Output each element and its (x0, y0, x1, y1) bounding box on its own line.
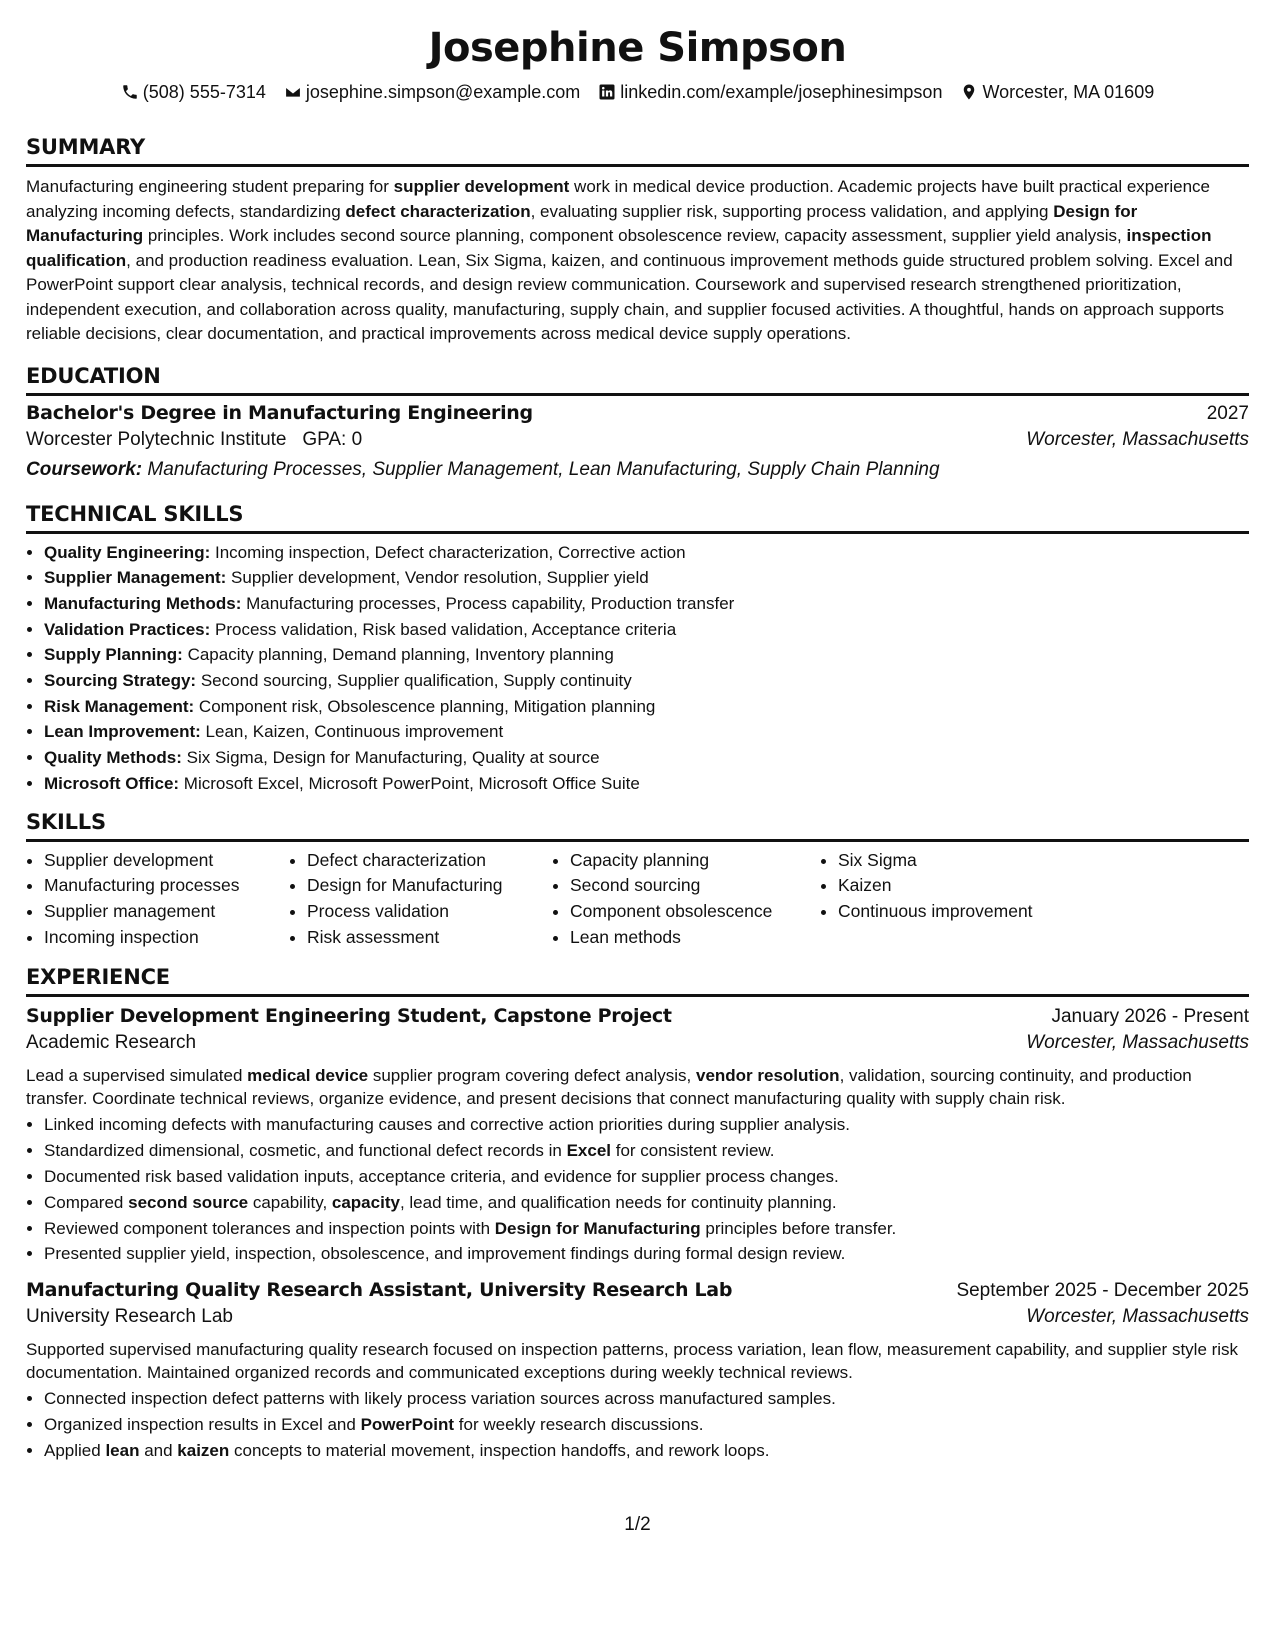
job-bullets (26, 1386, 1249, 1463)
bold-keyword: lean (105, 1440, 140, 1460)
text-run: Connected inspection defect patterns with likely process variation sources across manufactured samples. (44, 1389, 836, 1409)
bold-keyword: PowerPoint (360, 1414, 455, 1434)
text-run: Compared (44, 1192, 129, 1212)
technical-skill-item (44, 745, 1249, 771)
skill-item: • Incoming inspection (44, 925, 289, 951)
job-bullet (44, 1241, 1249, 1267)
email-text: josephine.simpson@example.com (305, 82, 581, 102)
job-bullet (44, 1112, 1249, 1138)
contact-phone[interactable] (121, 80, 266, 104)
skill-category: Microsoft Office: (44, 773, 180, 793)
skill-category: Validation Practices: (44, 619, 211, 639)
job-dates: January 2026 - Present (1051, 1006, 1249, 1028)
job-title: Supplier Development Engineering Student, Capstone Project (26, 1005, 672, 1028)
job-entry (26, 1005, 1249, 1267)
job-organization: Academic Research (26, 1032, 197, 1054)
skill-item: • Second sourcing (570, 873, 820, 899)
text-run: capability, (248, 1192, 332, 1212)
bold-keyword: Design for Manufacturing (26, 201, 1138, 245)
school-location: Worcester, Massachusetts (1026, 428, 1249, 450)
skill-values: Lean, Kaizen, Continuous improvement (200, 722, 504, 742)
coursework-label: Coursework: (26, 458, 143, 480)
job-bullet (44, 1412, 1249, 1438)
gpa: GPA: 0 (302, 428, 363, 450)
text-run: , validation, sourcing continuity, and production transfer. Coordinate technical reviews, organize evidence, and present decisions that connect manufacturing quality with supply chain risk. (26, 1066, 1192, 1109)
degree-title: Bachelor's Degree in Manufacturing Engineering (26, 401, 533, 424)
skill-values: Second sourcing, Supplier qualification, Supply continuity (196, 671, 632, 691)
skill-values: Microsoft Excel, Microsoft PowerPoint, Microsoft Office Suite (179, 773, 640, 793)
text-run: work in medical device production. Academic projects have built practical experience analyzing incoming defects, standardizing (26, 177, 1210, 221)
skills-column (289, 848, 552, 951)
summary-section (26, 134, 1249, 347)
section-title-skills: SKILLS (26, 809, 1249, 842)
text-run: and (139, 1440, 178, 1460)
skills-column (26, 848, 289, 951)
skill-values: Manufacturing processes, Process capability, Production transfer (241, 593, 735, 613)
section-title-experience: EXPERIENCE (26, 964, 1249, 997)
bold-keyword: supplier development (393, 177, 570, 196)
job-bullet (44, 1216, 1249, 1242)
bold-keyword: defect characterization (345, 201, 531, 221)
skill-item: • Kaizen (838, 873, 1078, 899)
job-bullet (44, 1438, 1249, 1464)
skills-section (26, 809, 1249, 951)
bold-keyword: second source (128, 1192, 249, 1212)
school-name: Worcester Polytechnic Institute (26, 428, 287, 450)
candidate-name: Josephine Simpson (428, 25, 847, 71)
text-run: Presented supplier yield, inspection, obsolescence, and improvement findings during formal design review. (44, 1244, 846, 1264)
skill-item: • Defect characterization (307, 848, 552, 874)
education-section (26, 363, 1249, 485)
skill-item: • Continuous improvement (838, 899, 1078, 925)
job-organization: University Research Lab (26, 1306, 233, 1328)
page-number: 1/2 (624, 1514, 651, 1535)
text-run: for consistent review. (611, 1141, 775, 1161)
bold-keyword: capacity (331, 1192, 400, 1212)
skill-category: Quality Methods: (44, 748, 182, 768)
text-run: Documented risk based validation inputs, acceptance criteria, and evidence for supplier process changes. (44, 1166, 839, 1186)
technical-skills-list (26, 540, 1249, 797)
skill-item: • Supplier development (44, 848, 289, 874)
experience-section (26, 964, 1249, 1463)
jobs-list (26, 1005, 1249, 1463)
summary-text (26, 175, 1249, 347)
skill-values: Supplier development, Vendor resolution, Supplier yield (226, 568, 649, 588)
text-run: Applied (44, 1440, 106, 1460)
job-bullet (44, 1386, 1249, 1412)
skill-values: Six Sigma, Design for Manufacturing, Quality at source (181, 748, 600, 768)
job-description (26, 1064, 1249, 1110)
text-run: Manufacturing engineering student preparing for (26, 177, 394, 196)
coursework-list: Manufacturing Processes, Supplier Management, Lean Manufacturing, Supply Chain Planning (147, 458, 940, 480)
skills-column (820, 848, 1078, 951)
technical-skill-item (44, 771, 1249, 797)
skill-item: • Risk assessment (307, 925, 552, 951)
text-run: , and production readiness evaluation. Lean, Six Sigma, kaizen, and continuous improvement methods guide structured problem solving. Excel and PowerPoint support clear analysis, technical records, and design review communication. Coursework and supervised research strengthened prioritization, independent execution, and collaboration across quality, manufacturing, supply chain, and supplier focused activities. A thoughtful, hands on approach supports reliable decisions, clear documentation, and practical improvements across medical device supply operations. (26, 250, 1233, 343)
technical-skill-item (44, 668, 1249, 694)
contact-location (960, 80, 1154, 104)
phone-text: (508) 555-7314 (142, 82, 266, 102)
skill-values: Capacity planning, Demand planning, Inventory planning (182, 645, 614, 665)
skill-item: • Six Sigma (838, 848, 1078, 874)
technical-skill-item (44, 642, 1249, 668)
skill-values: Component risk, Obsolescence planning, Mitigation planning (194, 696, 656, 716)
text-run: concepts to material movement, inspection handoffs, and rework loops. (229, 1440, 770, 1460)
skill-item: • Lean methods (570, 925, 820, 951)
text-run: principles before transfer. (700, 1218, 897, 1238)
technical-skill-item (44, 565, 1249, 591)
bold-keyword: Design for Manufacturing (494, 1218, 701, 1238)
skill-values: Process validation, Risk based validation, Acceptance criteria (210, 619, 677, 639)
section-title-technical-skills: TECHNICAL SKILLS (26, 501, 1249, 534)
job-header (26, 1279, 1249, 1302)
map-pin-icon (960, 83, 978, 101)
skill-category: Quality Engineering: (44, 542, 211, 562)
text-run: , lead time, and qualification needs for continuity planning. (399, 1192, 837, 1212)
job-location: Worcester, Massachusetts (1026, 1306, 1249, 1328)
section-title-summary: SUMMARY (26, 134, 1249, 167)
job-subheader (26, 1028, 1249, 1058)
graduation-year: 2027 (1206, 402, 1249, 424)
bold-keyword: inspection qualification (26, 226, 1212, 270)
skill-item: • Manufacturing processes (44, 873, 289, 899)
skill-item: • Supplier management (44, 899, 289, 925)
envelope-icon (284, 83, 302, 101)
text-run: principles. Work includes second source planning, component obsolescence review, capacity assessment, supplier yield analysis, (143, 226, 1127, 245)
skill-category: Risk Management: (44, 696, 195, 716)
job-bullet (44, 1138, 1249, 1164)
skill-item: • Capacity planning (570, 848, 820, 874)
contact-bar (26, 80, 1249, 104)
text-run: Reviewed component tolerances and inspection points with (44, 1218, 495, 1238)
skill-item: • Design for Manufacturing (307, 873, 552, 899)
job-bullet (44, 1190, 1249, 1216)
resume-page (26, 18, 1249, 1464)
skills-column (552, 848, 820, 951)
job-bullets (26, 1112, 1249, 1267)
bold-keyword: kaizen (177, 1440, 230, 1460)
skill-item: • Component obsolescence (570, 899, 820, 925)
contact-email[interactable] (284, 80, 580, 104)
linkedin-icon (598, 83, 616, 101)
job-title: Manufacturing Quality Research Assistant, University Research Lab (26, 1279, 733, 1302)
technical-skill-item (44, 617, 1249, 643)
text-run: Organized inspection results in Excel and (44, 1414, 361, 1434)
bold-keyword: medical device (247, 1066, 369, 1086)
skill-category: Supplier Management: (44, 568, 227, 588)
skill-category: Manufacturing Methods: (44, 593, 242, 613)
skill-category: Supply Planning: (44, 645, 183, 665)
school-line (26, 425, 362, 455)
text-run: Supported supervised manufacturing quality research focused on inspection patterns, process variation, lean flow, measurement capability, and supplier style risk documentation. Maintained organized records and communicated exceptions during weekly technical reviews. (26, 1340, 1239, 1383)
bold-keyword: Excel (566, 1141, 612, 1161)
technical-skills-section (26, 501, 1249, 797)
text-run: for weekly research discussions. (454, 1414, 704, 1434)
job-location: Worcester, Massachusetts (1026, 1032, 1249, 1054)
skill-values: Incoming inspection, Defect characterization, Corrective action (210, 542, 686, 562)
skill-item: • Process validation (307, 899, 552, 925)
technical-skill-item (44, 694, 1249, 720)
coursework-line (26, 455, 1249, 485)
job-bullet (44, 1164, 1249, 1190)
text-run: Standardized dimensional, cosmetic, and functional defect records in (44, 1141, 567, 1161)
text-run: Lead a supervised simulated (26, 1066, 248, 1086)
job-header (26, 1005, 1249, 1028)
location-text: Worcester, MA 01609 (982, 82, 1155, 102)
skill-category: Lean Improvement: (44, 722, 201, 742)
skills-grid (26, 848, 1249, 951)
technical-skill-item (44, 719, 1249, 745)
job-subheader (26, 1302, 1249, 1332)
technical-skill-item (44, 540, 1249, 566)
text-run: Linked incoming defects with manufacturing causes and corrective action priorities during supplier analysis. (44, 1115, 851, 1135)
technical-skill-item (44, 591, 1249, 617)
job-dates: September 2025 - December 2025 (956, 1280, 1249, 1302)
phone-icon (121, 83, 139, 101)
text-run: supplier program covering defect analysis, (368, 1066, 696, 1086)
section-title-education: EDUCATION (26, 363, 1249, 396)
job-entry (26, 1279, 1249, 1463)
skill-category: Sourcing Strategy: (44, 671, 197, 691)
job-description (26, 1338, 1249, 1384)
linkedin-text: linkedin.com/example/josephinesimpson (620, 82, 943, 102)
contact-linkedin[interactable] (598, 80, 942, 104)
bold-keyword: vendor resolution (696, 1066, 840, 1086)
text-run: , evaluating supplier risk, supporting process validation, and applying (530, 201, 1054, 221)
